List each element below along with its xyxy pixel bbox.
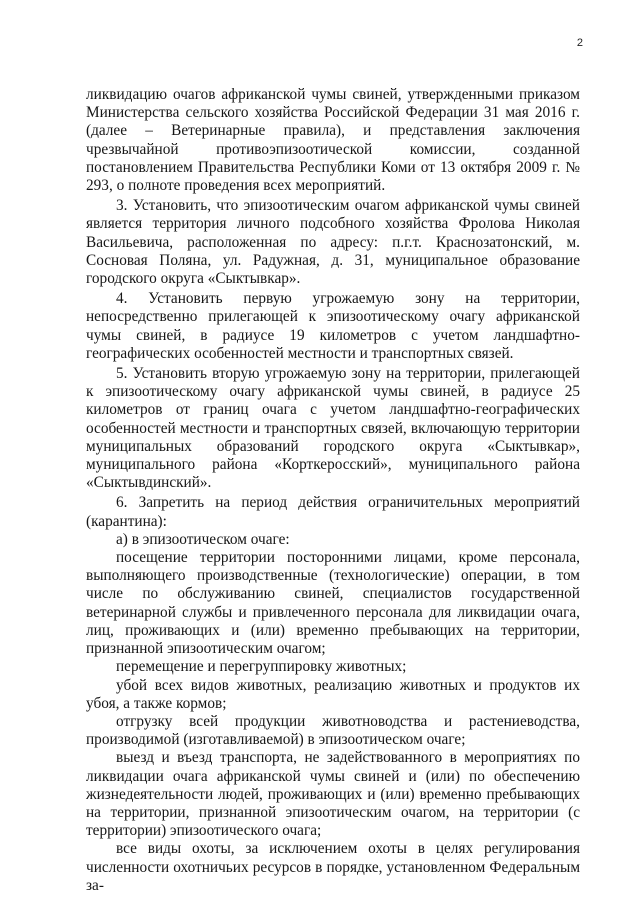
paragraph-item-5: 5. Установить вторую угрожаемую зону на территории, прилегающей к эпизоотическому очагу африканской чумы свиней, в радиусе 25 километров от границ очага с учетом ландшафтно-географических особенностей местности и транспортных связей, включающую территории муниципальных образований городского округа «Сыктывкар», муниципального района «Корткеросский», муниципального района «Сыктывдинский». [86, 365, 580, 492]
paragraph-item-6: 6. Запретить на период действия ограничительных мероприятий (карантина): [86, 494, 580, 530]
paragraph-item-6a-hunting: все виды охоты, за исключением охоты в целях регулирования численности охотничьих ресурсов в порядке, установленном Федеральным за- [86, 840, 580, 894]
page-number: 2 [576, 37, 583, 49]
paragraph-item-3: 3. Установить, что эпизоотическим очагом африканской чумы свиней является территория личного подсобного хозяйства Фролова Николая Васильевича, расположенная по адресу: п.г.т. Краснозатонский, м. Сосновая Поляна, ул. Радужная, д. 31, муниципальное образование городского округа «Сыктывкар». [86, 197, 580, 288]
paragraph-item-6a-shipment: отгрузку всей продукции животноводства и растениеводства, производимой (изготавливаемой) в эпизоотическом очаге; [86, 712, 580, 749]
paragraph-item-6a-movement: перемещение и перегруппировку животных; [116, 658, 407, 676]
paragraph-item-6a-visits: посещение территории посторонними лицами, кроме персонала, выполняющего производственные (технологические) операции, в том числе по обслуживанию свиней, специалистов государственной ветеринарной службы и привлеченного персонала для ликвидации очага, лиц, проживающих и (или) временно пребывающих на территории, признанной эпизоотическим очагом; [86, 549, 580, 658]
paragraph-item-6a-slaughter: убой всех видов животных, реализацию животных и продуктов их убоя, а также кормов; [86, 676, 580, 712]
paragraph-item-6a: а) в эпизоотическом очаге: [116, 530, 290, 548]
document-body [86, 86, 580, 895]
paragraph-item-4: 4. Установить первую угрожаемую зону на территории, непосредственно прилегающей к эпизоотическому очагу африканской чумы свиней, в радиусе 19 километров с учетом ландшафтно-географических особенностей местности и транспортных связей. [86, 290, 580, 362]
paragraph-item-6a-transport: выезд и въезд транспорта, не задействованного в мероприятиях по ликвидации очага африканской чумы свиней и (или) по обеспечению жизнедеятельности людей, проживающих и (или) временно пребывающих на территории, признанной эпизоотическим очагом, на территории (с территории) эпизоотического очага; [86, 749, 580, 840]
paragraph-continuation: ликвидацию очагов африканской чумы свиней, утвержденными приказом Министерства сельского хозяйства Российской Федерации 31 мая 2016 г. (далее – Ветеринарные правила), и представления заключения чрезвычайной противоэпизоотической комиссии, созданной постановлением Правительства Республики Коми от 13 октября 2009 г. № 293, о полноте проведения всех мероприятий. [86, 86, 580, 195]
